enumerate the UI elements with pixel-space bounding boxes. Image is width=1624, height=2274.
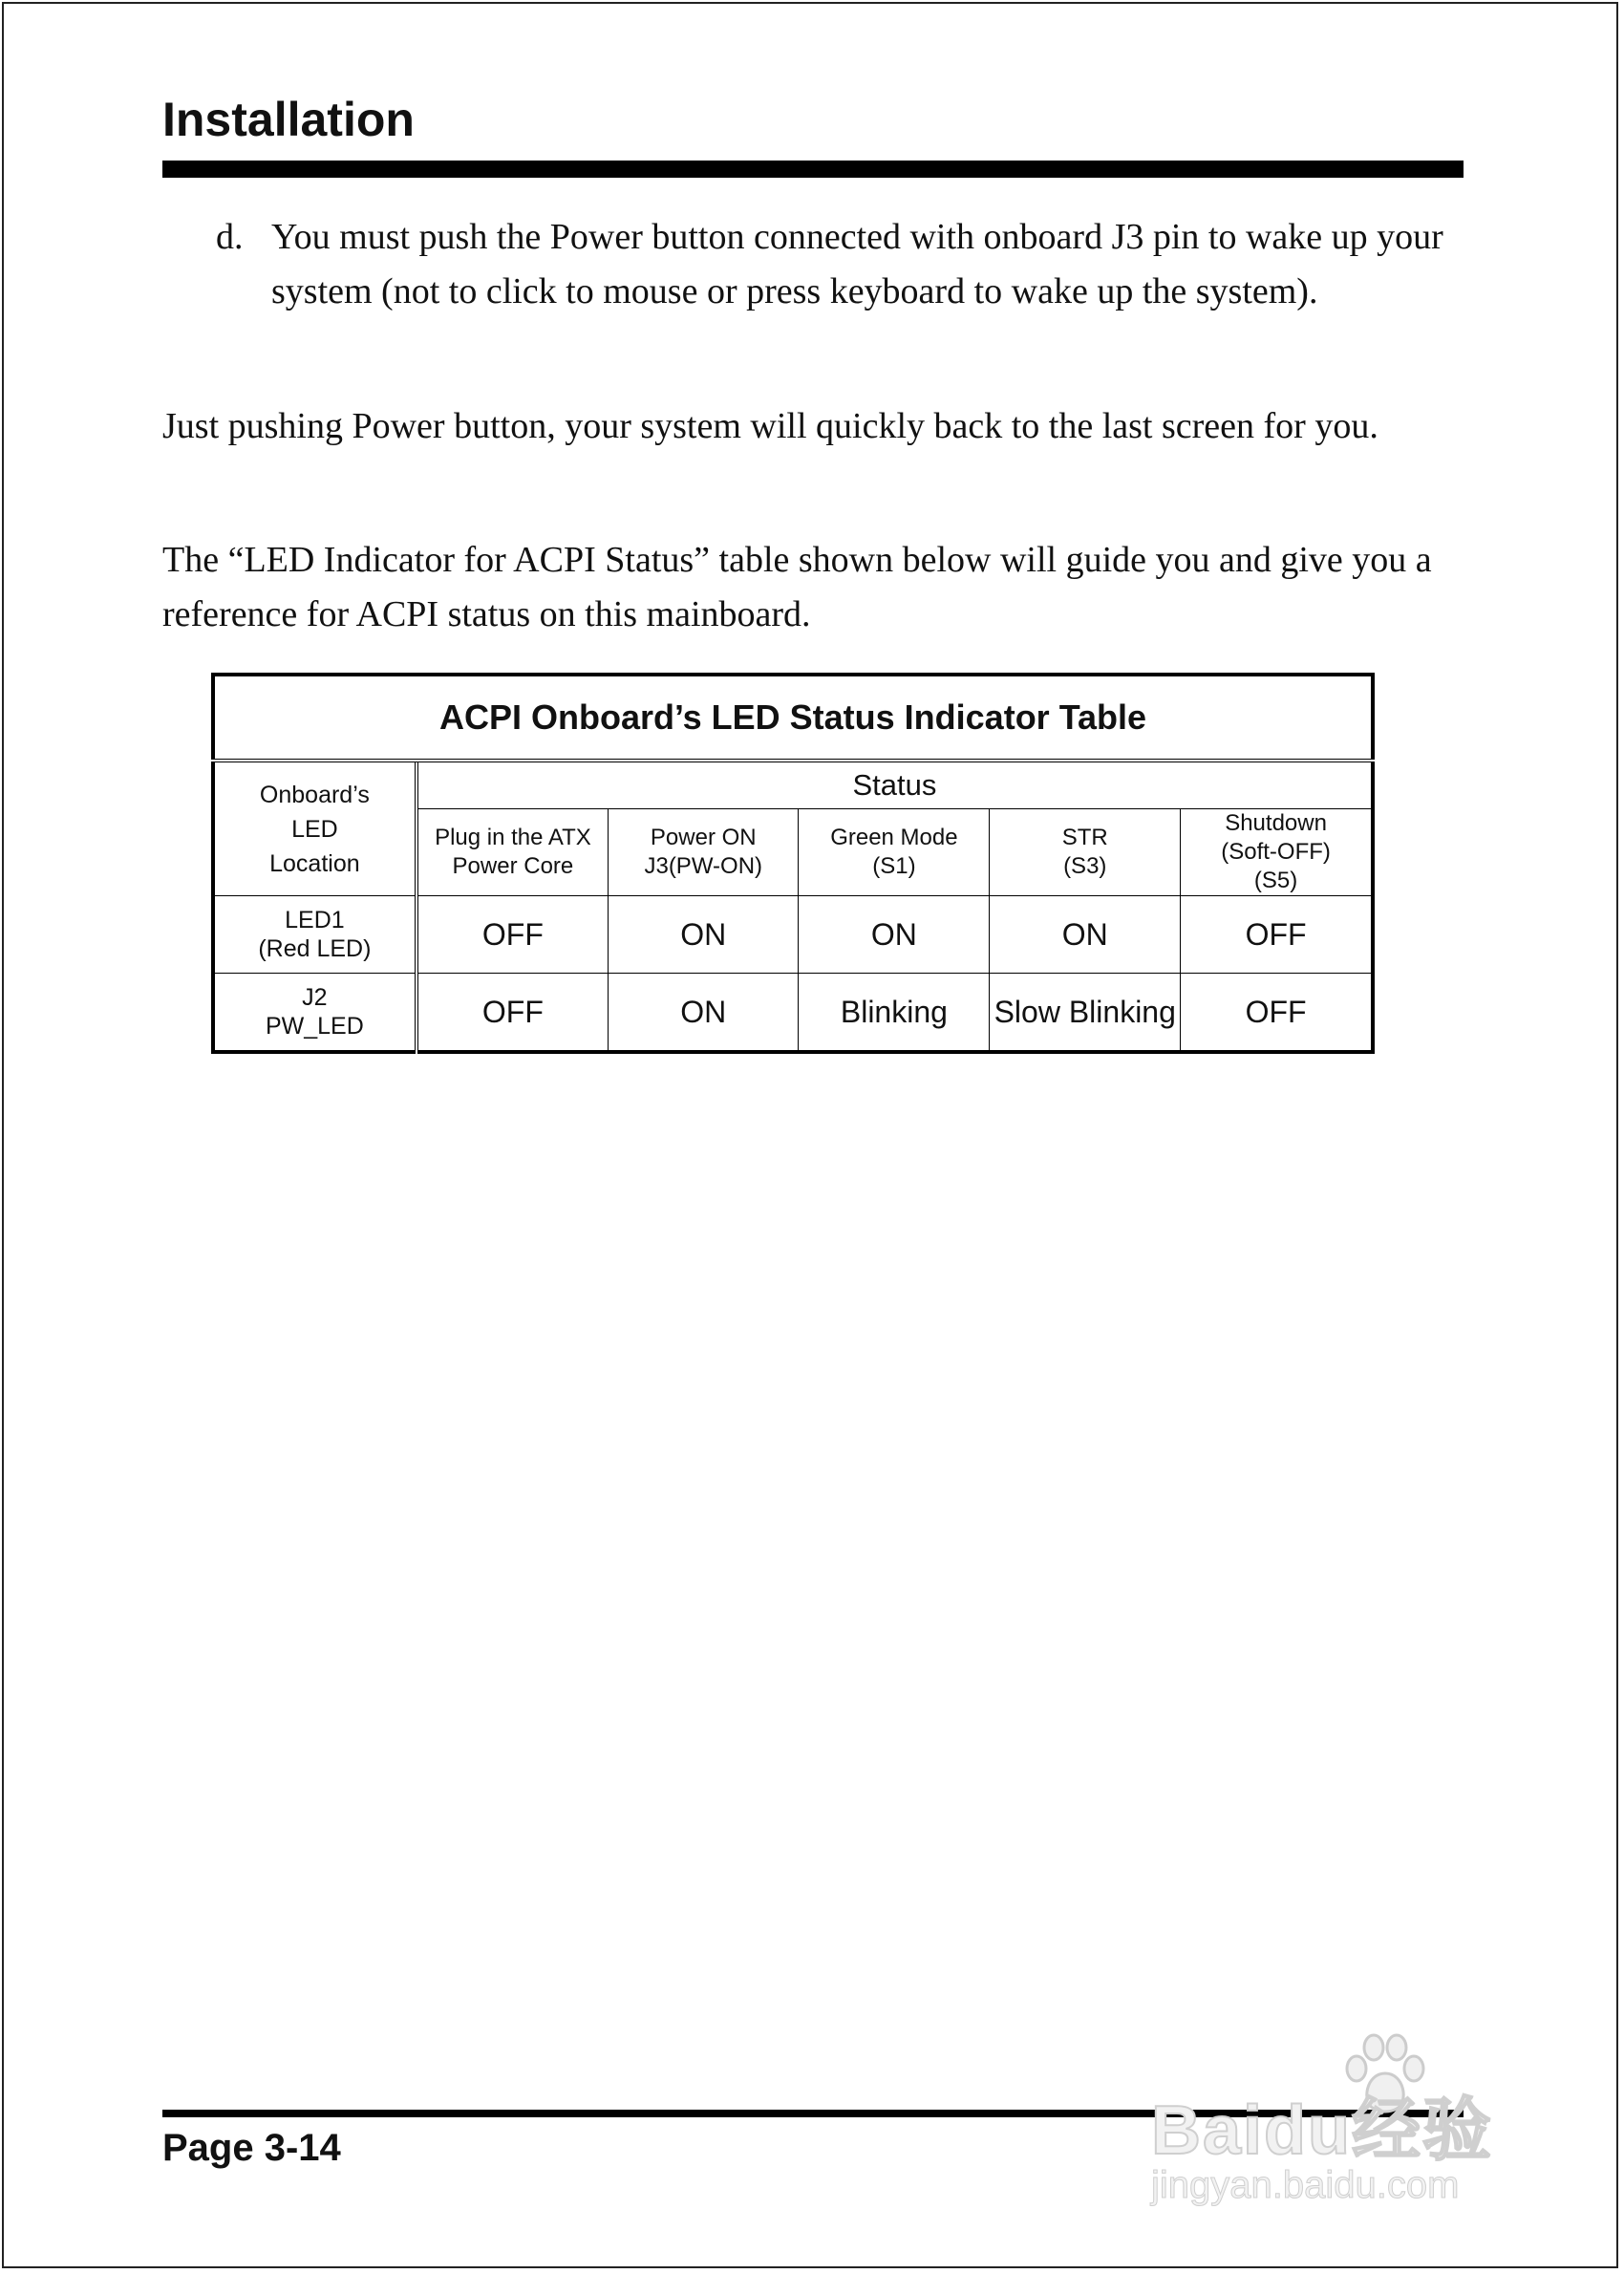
- column-header-line: (S3): [1063, 853, 1107, 879]
- status-header: Status: [417, 761, 1373, 809]
- location-header-line: Location: [269, 849, 360, 877]
- column-header-str: [990, 809, 1181, 896]
- page-border: [2, 2, 1618, 2268]
- column-header-shutdown: [1181, 809, 1373, 896]
- table-cell: ON: [609, 974, 799, 1053]
- column-header-line: (S5): [1253, 868, 1298, 893]
- row-label-led1: [213, 896, 417, 974]
- list-marker: d.: [216, 217, 244, 257]
- column-header-line: J3(PW-ON): [644, 853, 763, 879]
- column-header-line: Power Core: [452, 853, 574, 879]
- column-header-power-on: [609, 809, 799, 896]
- column-header-line: STR: [1061, 825, 1108, 850]
- column-header-line: (Soft-OFF): [1221, 839, 1331, 865]
- column-header-line: Power ON: [650, 825, 757, 850]
- row-label-j2: [213, 974, 417, 1053]
- table-cell: OFF: [1181, 896, 1373, 974]
- column-header-line: Green Mode: [830, 825, 958, 850]
- watermark-logo: Baidu经验: [1151, 2092, 1494, 2169]
- list-item-d: [216, 210, 1467, 319]
- table-cell: Slow Blinking: [990, 974, 1181, 1053]
- column-header-line: Shutdown: [1225, 810, 1327, 836]
- column-header-green-mode: [799, 809, 990, 896]
- table-row: [213, 896, 1373, 974]
- baidu-watermark: [1151, 2030, 1543, 2212]
- table-title: ACPI Onboard’s LED Status Indicator Table: [213, 675, 1373, 761]
- location-header-line: Onboard’s: [259, 781, 370, 808]
- watermark-url: jingyan.baidu.com: [1151, 2164, 1460, 2206]
- paragraph-led-intro: The “LED Indicator for ACPI Status” table shown below will guide you and give you a reference for ACPI status on this mainboard.: [162, 540, 1432, 634]
- row-label-line: J2: [302, 984, 328, 1011]
- column-header-plug-in: [417, 809, 609, 896]
- acpi-led-status-table: [211, 673, 1375, 1054]
- page-number: Page 3-14: [162, 2127, 341, 2169]
- paragraph-power-button: Just pushing Power button, your system will quickly back to the last screen for you.: [162, 406, 1378, 446]
- table-row: [213, 974, 1373, 1053]
- table-cell: ON: [799, 896, 990, 974]
- table-cell: OFF: [417, 896, 609, 974]
- table-cell: ON: [990, 896, 1181, 974]
- section-title: Installation: [162, 93, 415, 146]
- column-header-line: (S1): [872, 853, 916, 879]
- row-label-line: PW_LED: [265, 1013, 364, 1040]
- table-cell: Blinking: [799, 974, 990, 1053]
- table-cell: OFF: [417, 974, 609, 1053]
- list-item-text: You must push the Power button connected with onboard J3 pin to wake up your system (not to click to mouse or press keyboard to wake up the system).: [271, 217, 1443, 311]
- row-label-line: (Red LED): [258, 935, 372, 962]
- location-header-line: LED: [291, 815, 338, 843]
- location-header: [213, 761, 417, 896]
- table-cell: ON: [609, 896, 799, 974]
- header-rule: [162, 161, 1464, 178]
- column-header-line: Plug in the ATX: [435, 825, 591, 850]
- row-label-line: LED1: [285, 907, 345, 933]
- table-cell: OFF: [1181, 974, 1373, 1053]
